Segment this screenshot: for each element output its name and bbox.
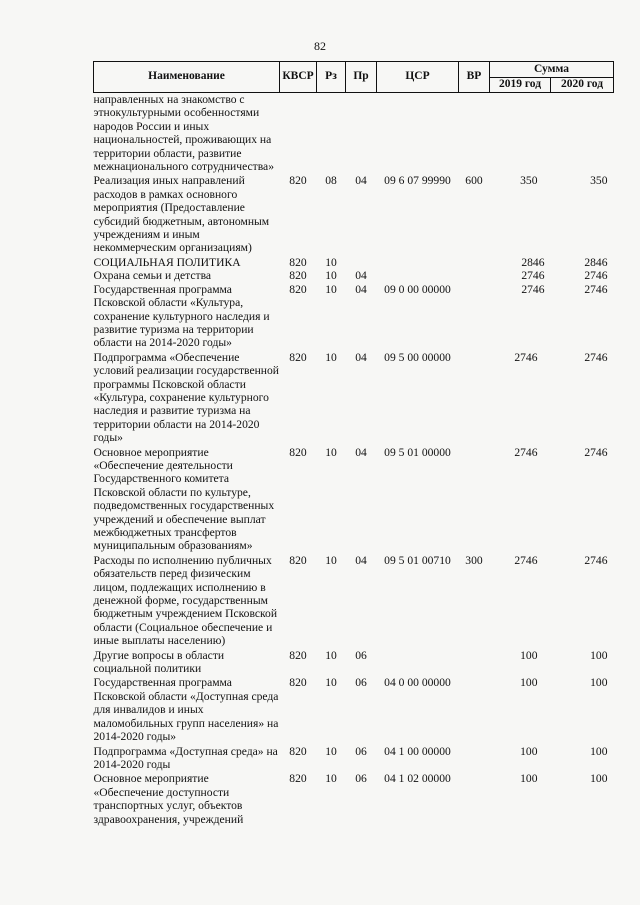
cell-rz: 10 [325,350,337,364]
cell-csr: 04 0 00 00000 [384,676,451,690]
page-number: 82 [314,39,326,53]
cell-rz: 10 [325,445,337,459]
cell-sum-2020: 2746 [584,269,608,283]
cell-rz: 10 [325,772,337,786]
cell-name: Другие вопросы в области социальной политики [93,648,225,676]
cell-vr [459,283,490,351]
cell-pr: 04 [355,350,367,364]
budget-table [93,61,614,827]
header-vr: ВР [459,62,490,93]
table-row [94,93,614,175]
cell-sum-2020: 100 [590,648,608,662]
cell-vr [459,269,490,282]
cell-sum-2019: 100 [520,676,538,690]
cell-pr: 04 [355,282,367,296]
cell-sum-2019: 2746 [521,282,545,296]
header-rz: Рз [317,62,346,93]
cell-rz: 10 [325,676,337,690]
cell-kvsr: 820 [289,772,307,786]
table-row [94,745,614,773]
cell-kvsr: 820 [289,350,307,364]
cell-sum-2020: 100 [590,744,608,758]
cell-name: Охрана семьи и детства [93,269,212,283]
cell-pr: 06 [355,648,367,662]
cell-csr: 09 5 01 00000 [384,445,451,459]
cell-sum-2020: 2746 [584,445,608,459]
header-sum: Сумма [490,62,614,78]
table-row [94,269,614,282]
cell-pr: 04 [355,174,367,188]
cell-vr [459,256,490,269]
cell-rz: 10 [325,282,337,296]
cell-sum-2020: 2746 [584,350,608,364]
cell-kvsr: 820 [289,255,307,269]
table-row [94,649,614,677]
cell-kvsr: 820 [289,744,307,758]
cell-sum-2019: 100 [520,648,538,662]
cell-pr: 06 [355,676,367,690]
cell-csr [377,93,459,175]
cell-vr [459,351,490,446]
table-row [94,174,614,255]
cell-pr: 04 [355,553,367,567]
cell-name: Реализация иных направлений расходов в рамках основного мероприятия (Предоставление субсидий бюджетным, автономным учреждениям и иным некоммерческим организациям) [93,174,270,255]
cell-sum-2019: 2746 [514,350,538,364]
cell-kvsr [280,93,317,175]
cell-vr: 600 [465,174,483,188]
cell-csr: 04 1 00 00000 [384,744,451,758]
cell-csr: 09 0 00 00000 [384,282,451,296]
cell-name: Основное мероприятие «Обеспечение деятельности Государственного комитета Псковской области по культуре, подведомственных государственных учреждений и обеспечение выплат межбюджетных трансфертов муниципальным образованиям» [93,445,275,553]
header-name: Наименование [94,62,280,93]
cell-pr: 06 [355,744,367,758]
header-pr: Пр [346,62,377,93]
cell-csr [377,256,459,269]
header-csr: ЦСР [377,62,459,93]
table-row [94,676,614,744]
cell-name: Государственная программа Псковской области «Культура, сохранение культурного наследия и развитие туризма на территории области на 2014-2020 годы» [93,282,270,350]
cell-name: Расходы по исполнению публичных обязательств перед физическим лицом, подлежащих исполнению в денежной форме, государственным бюджетным учреждением Псковской области (Социальное обеспечение и иные выплаты населению) [93,553,278,648]
cell-csr: 09 5 00 00000 [384,350,451,364]
cell-sum-2019: 350 [520,174,538,188]
cell-csr: 09 6 07 99990 [384,174,451,188]
cell-kvsr: 820 [289,269,307,283]
cell-vr: 300 [465,553,483,567]
cell-sum-2019: 2746 [514,553,538,567]
cell-vr [459,745,490,773]
cell-pr [346,256,377,269]
table-row [94,256,614,269]
cell-rz: 10 [325,553,337,567]
cell-rz: 08 [325,174,337,188]
cell-name: Государственная программа Псковской области «Доступная среда для инвалидов и иных маломобильных групп населения» на 2014-2020 годы» [93,676,279,744]
header-year-2019: 2019 год [490,78,551,93]
cell-pr: 04 [355,445,367,459]
header-kvsr: КВСР [280,62,317,93]
cell-name: Подпрограмма «Доступная среда» на 2014-2020 годы [93,744,278,771]
cell-rz: 10 [325,269,337,283]
cell-sum-2019: 100 [520,772,538,786]
cell-rz [317,93,346,175]
cell-rz: 10 [325,648,337,662]
cell-vr [459,772,490,827]
cell-rz: 10 [325,255,337,269]
cell-name: Подпрограмма «Обеспечение условий реализации государственной программы Псковской области «Культура, сохранение культурного наследия и развитие туризма на территории области на 2014-2020 годы» [93,350,279,445]
table-body [94,93,614,827]
table-row [94,351,614,446]
cell-sum-2020: 350 [590,174,608,188]
header-year-2020: 2020 год [551,78,614,93]
cell-csr [377,649,459,677]
cell-kvsr: 820 [289,648,307,662]
cell-sum-2020 [551,93,614,175]
cell-sum-2020: 100 [590,676,608,690]
cell-sum-2020: 100 [590,772,608,786]
cell-kvsr: 820 [289,174,307,188]
table-row [94,772,614,827]
cell-vr [459,676,490,744]
cell-sum-2020: 2746 [584,282,608,296]
cell-sum-2019: 100 [520,744,538,758]
cell-sum-2020: 2846 [584,255,608,269]
cell-vr [459,93,490,175]
cell-sum-2019: 2746 [521,269,545,283]
cell-csr: 04 1 02 00000 [384,772,451,786]
cell-name: направленных на знакомство с этнокультурными особенностями народов России и иных национальностей, проживающих на территории области, развитие межнационального сотрудничества» [93,93,274,174]
cell-sum-2019 [490,93,551,175]
table-row [94,446,614,554]
cell-name: Основное мероприятие «Обеспечение доступности транспортных услуг, объектов здравоохранения, учреждений [93,772,244,826]
cell-pr: 06 [355,772,367,786]
cell-vr [459,649,490,677]
cell-sum-2019: 2846 [521,255,545,269]
cell-sum-2019: 2746 [514,445,538,459]
cell-sum-2020: 2746 [584,553,608,567]
cell-kvsr: 820 [289,445,307,459]
table-row [94,283,614,351]
cell-csr: 09 5 01 00710 [384,553,451,567]
cell-vr [459,446,490,554]
cell-pr: 04 [355,269,367,283]
cell-kvsr: 820 [289,282,307,296]
table-row [94,554,614,649]
cell-name: СОЦИАЛЬНАЯ ПОЛИТИКА [93,255,241,269]
cell-kvsr: 820 [289,676,307,690]
cell-pr [346,93,377,175]
cell-csr [377,269,459,282]
cell-kvsr: 820 [289,553,307,567]
cell-rz: 10 [325,744,337,758]
